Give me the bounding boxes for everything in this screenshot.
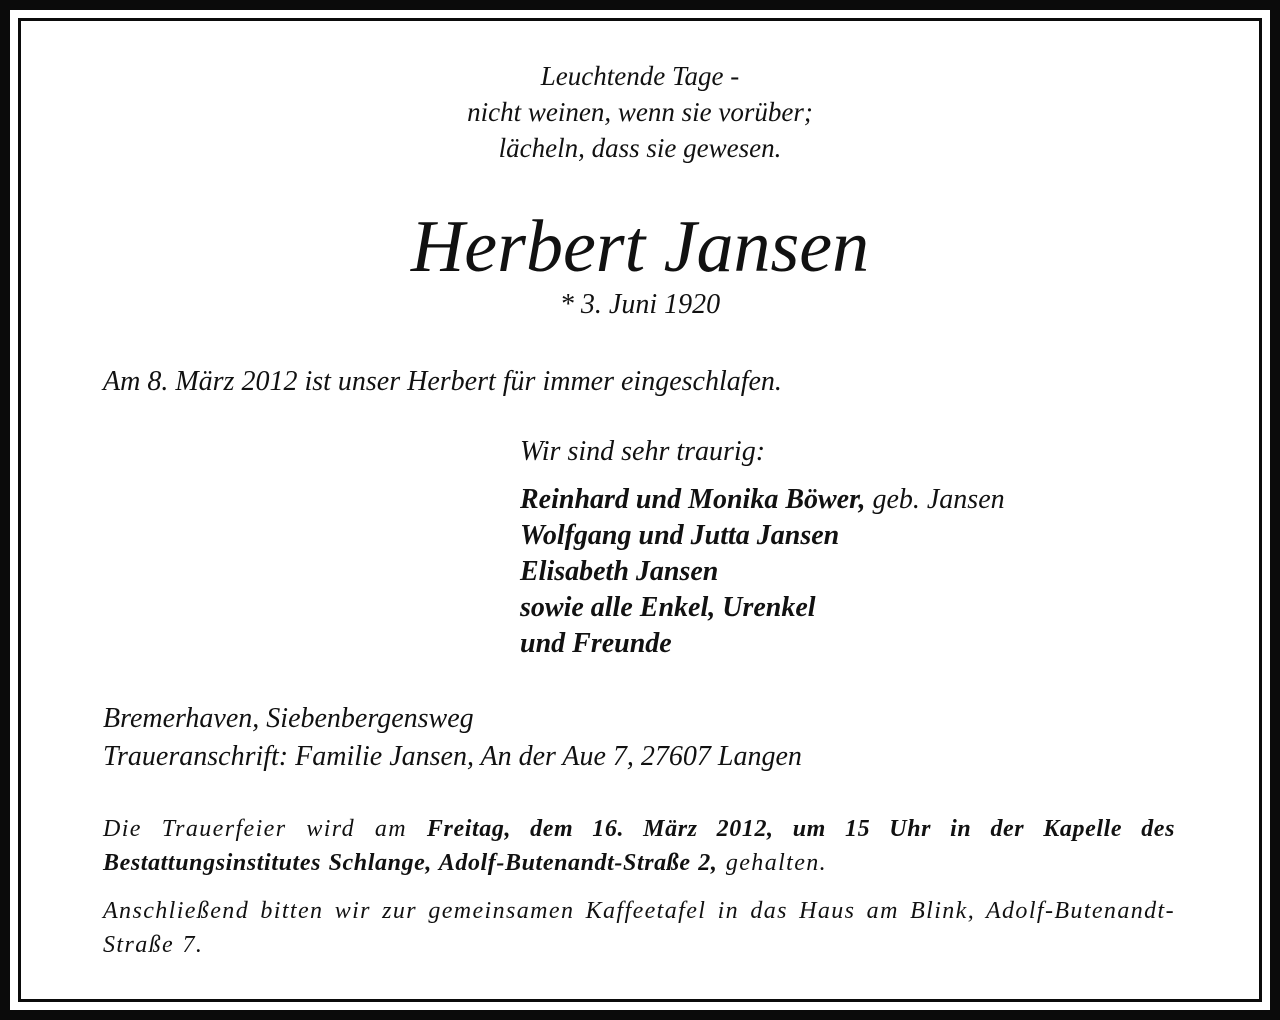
mourner-name: und Freunde <box>520 628 672 659</box>
mourner-row <box>520 590 1005 626</box>
address-block <box>103 700 802 776</box>
verse-line-1: Leuchtende Tage - <box>540 61 740 91</box>
birth-date: * 3. Juni 1920 <box>559 289 721 320</box>
mourner-row <box>520 518 1005 554</box>
ceremony-notice <box>103 812 1175 880</box>
death-statement: Am 8. März 2012 ist unser Herbert für immer eingeschlafen. <box>103 366 782 397</box>
mourner-row <box>520 554 1005 590</box>
mourner-row <box>520 626 1005 662</box>
mourner-name: Elisabeth Jansen <box>520 556 719 587</box>
deceased-name: Herbert Jansen <box>410 206 870 288</box>
reception-notice: Anschließend bitten wir zur gemeinsamen Kaffeetafel in das Haus am Blink, Adolf-Butenandt-Straße 7. <box>103 898 1175 958</box>
ceremony-details: Freitag, dem 16. März 2012, um 15 Uhr in der Kapelle des Bestattungsinstitutes Schlange, Adolf-Butenandt-Straße 2, <box>103 816 1176 876</box>
mourners-intro: Wir sind sehr traurig: <box>520 436 766 467</box>
ceremony-intro: Die Trauerfeier wird am <box>103 816 427 842</box>
maiden-name: geb. Jansen <box>865 484 1005 515</box>
mourning-address: Traueranschrift: Familie Jansen, An der Aue 7, 27607 Langen <box>103 741 802 772</box>
location-line: Bremerhaven, Siebenbergensweg <box>103 703 474 734</box>
mourner-name: sowie alle Enkel, Urenkel <box>520 592 816 623</box>
mourner-name: Reinhard und Monika Böwer, <box>520 484 866 515</box>
mourner-name: Wolfgang und Jutta Jansen <box>520 520 840 551</box>
mourners-list <box>520 434 1005 662</box>
ceremony-outro: gehalten. <box>717 850 828 876</box>
verse <box>0 58 1280 166</box>
verse-line-3: lächeln, dass sie gewesen. <box>498 133 782 163</box>
mourner-row <box>520 482 1005 518</box>
verse-line-2: nicht weinen, wenn sie vorüber; <box>467 97 813 127</box>
